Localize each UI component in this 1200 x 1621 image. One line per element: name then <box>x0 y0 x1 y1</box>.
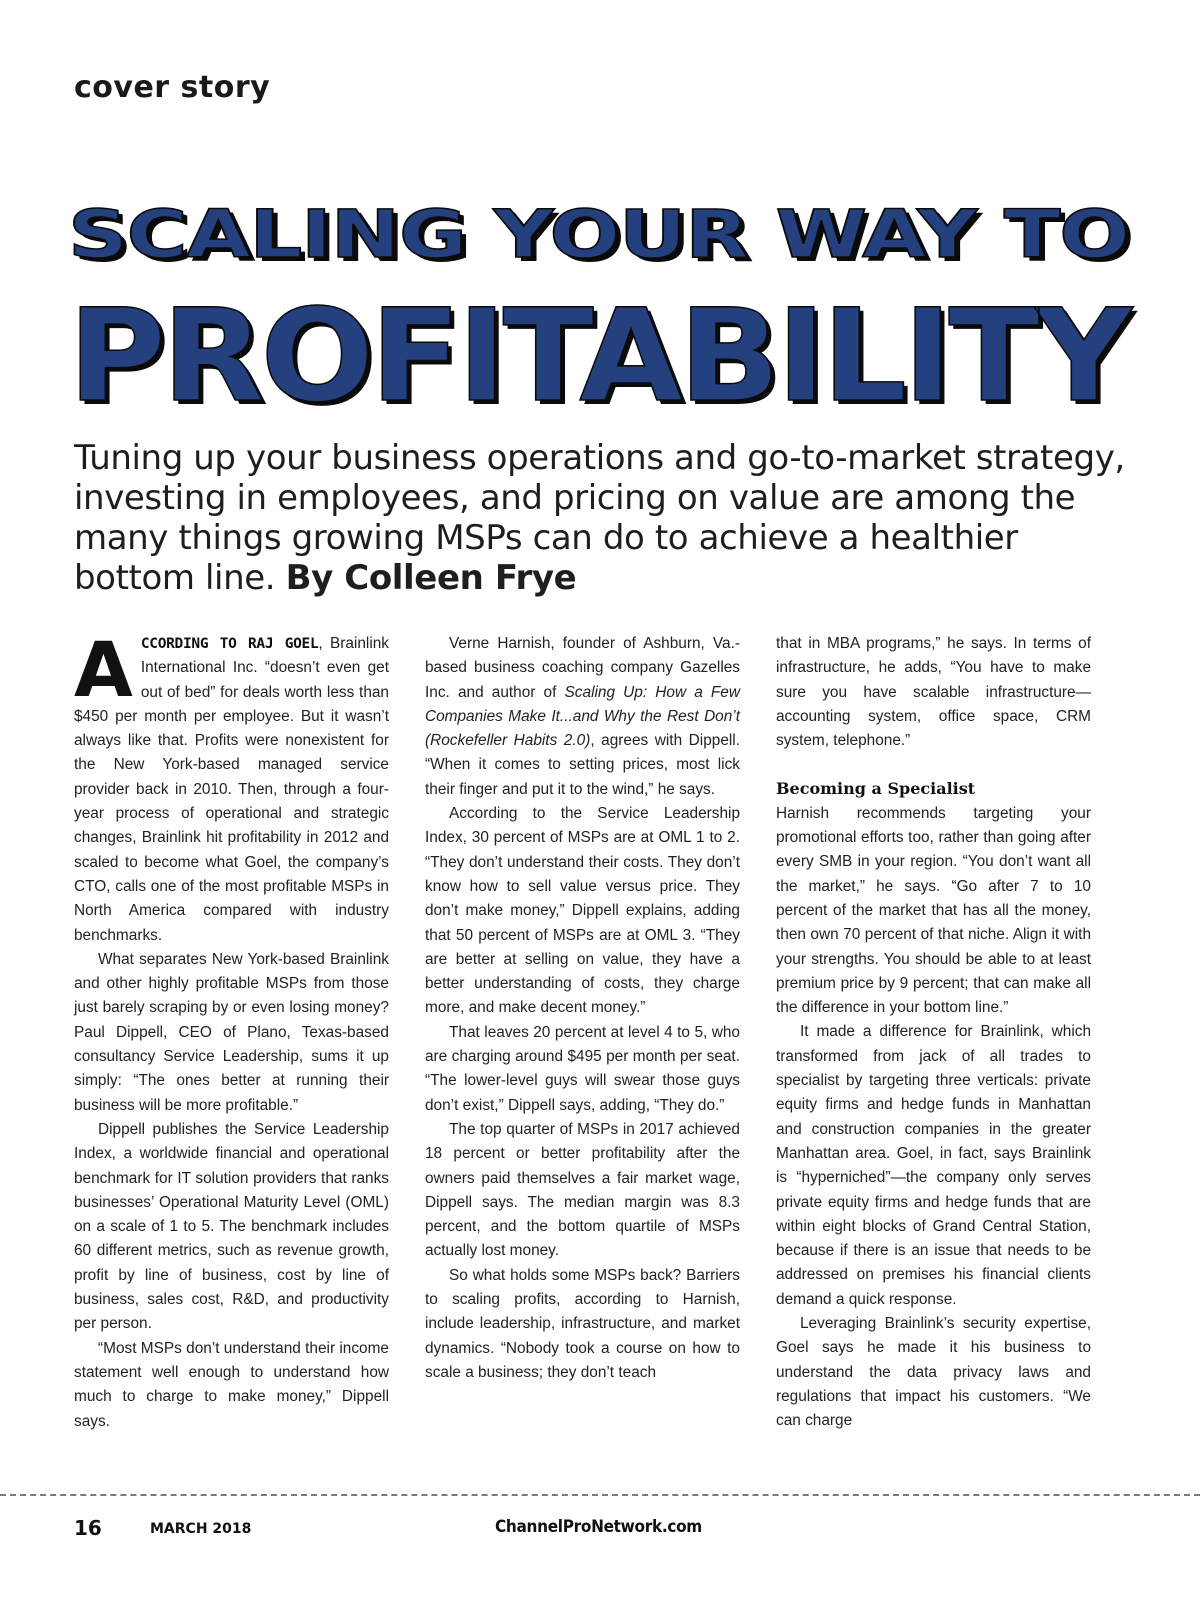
article-body <box>74 625 1092 1504</box>
deck-text: Tuning up your business operations and go-to-market strategy, investing in employees, and pricing on value are among the many things growing MSPs can do to achieve a healthier bottom line. <box>74 438 1125 598</box>
paragraph: Leveraging Brainlink’s security expertise, Goel says he made it his business to understand the data privacy laws and regulations that impact his customers. “We can charge <box>776 1315 1091 1430</box>
paragraph: According to the Service Leadership Index, 30 percent of MSPs are at OML 1 to 2. “They don’t understand their costs. They don’t know how to sell value versus price. They don’t make money,” Dippell explains, adding that 50 percent of MSPs are at OML 3. “They are better at selling on value, they have a better understanding of costs, they charge more, and make decent money.” <box>425 805 740 1017</box>
section-label: cover story <box>74 70 271 105</box>
drop-cap: A <box>74 625 133 714</box>
paragraph-text: , agrees with Dippell. “When it comes to setting prices, most lick their finger and put it to the wind,” he says. <box>425 732 740 798</box>
byline: By Colleen Frye <box>285 558 577 598</box>
column-2 <box>425 632 740 1504</box>
column-1 <box>74 625 389 1504</box>
paragraph-text: Verne Harnish, founder of Ashburn, Va.-based business coaching company Gazelles Inc. and author of <box>425 635 740 701</box>
paragraph: Dippell publishes the Service Leadership Index, a worldwide financial and operational benchmark for IT solution providers that ranks businesses’ Operational Maturity Level (OML) on a scale of 1 to 5. The benchmark includes 60 different metrics, such as revenue growth, profit by line of business, cost by line of business, sales cost, R&D, and productivity per person. <box>74 1120 389 1333</box>
paragraph: Harnish recommends targeting your promotional efforts too, rather than going after every SMB in your region. “You don’t want all the market,” he says. “Go after 7 to 10 percent of the market that has all the money, then own 70 percent of that niche. Align it with your strengths. You should be able to at least premium price by 9 percent; that can make all the difference in your bottom line.” <box>776 804 1091 1017</box>
paragraph: So what holds some MSPs back? Barriers to scaling profits, according to Harnish, include leadership, infrastructure, and market dynamics. “Nobody took a course on how to scale a business; they don’t teach <box>425 1266 740 1381</box>
paragraph: It made a difference for Brainlink, which transformed from jack of all trades to specialist by targeting three verticals: private equity firms and hedge funds in Manhattan and construction companies in the greater Manhattan area. Goel, in fact, says Brainlink is “hyperniched”—the company only serves private equity firms and hedge funds that are within eight blocks of Grand Central Station, because if there is an issue that needs to be addressed on premises his financial clients demand a quick response. <box>776 1023 1091 1308</box>
deck <box>74 438 1134 598</box>
site-url: ChannelProNetwork.com <box>495 1517 702 1537</box>
book-title: Scaling Up: How a Few Companies Make It...and Why the Rest Don’t (Rockefeller Habits 2.0) <box>425 683 740 750</box>
paragraph: That leaves 20 percent at level 4 to 5, who are charging around $495 per month per seat. “The lower-level guys will swear those guys don’t exist,” Dippell says, adding, “They do.” <box>425 1023 740 1114</box>
lead-in: CCORDING TO RAJ GOEL <box>140 636 319 652</box>
paragraph <box>74 625 389 948</box>
paragraph <box>425 632 740 802</box>
paragraph: The top quarter of MSPs in 2017 achieved 18 percent or better profitability after the owners paid themselves a fair market wage, Dippell says. The median margin was 8.3 percent, and the bottom quartile of MSPs actually lost money. <box>425 1120 740 1260</box>
subhead: Becoming a Specialist <box>776 779 976 799</box>
paragraph-text: , Brainlink International Inc. “doesn’t even get out of bed” for deals worth less than $450 per month per employee. But it wasn’t always like that. Profits were nonexistent for the New York-based managed service provider back in 2010. Then, through a four-year process of operational and strategic changes, Brainlink hit profitability in 2012 and scaled to become what Goel, the company’s CTO, calls one of the most profitable MSPs in North America compared with industry benchmarks. <box>74 635 389 944</box>
footer-divider <box>0 1494 1200 1496</box>
headline-line-1: SCALING YOUR WAY TO <box>68 196 1129 273</box>
page-number: 16 <box>74 1516 102 1540</box>
issue-date: MARCH 2018 <box>150 1521 252 1537</box>
headline-line-2: PROFITABILITY <box>68 282 1129 431</box>
column-3 <box>776 632 1091 1504</box>
paragraph: that in MBA programs,” he says. In terms of infrastructure, he adds, “You have to make sure you have scalable infrastructure—accounting system, office space, CRM system, telephone.” <box>776 635 1091 750</box>
paragraph: “Most MSPs don’t understand their income statement well enough to understand how much to charge to make money,” Dippell says. <box>74 1339 389 1430</box>
paragraph: What separates New York-based Brainlink and other highly profitable MSPs from those just barely scraping by or even losing money? Paul Dippell, CEO of Plano, Texas-based consultancy Service Leadership, sums it up simply: “The ones better at running their business will be more profitable.” <box>74 950 389 1114</box>
